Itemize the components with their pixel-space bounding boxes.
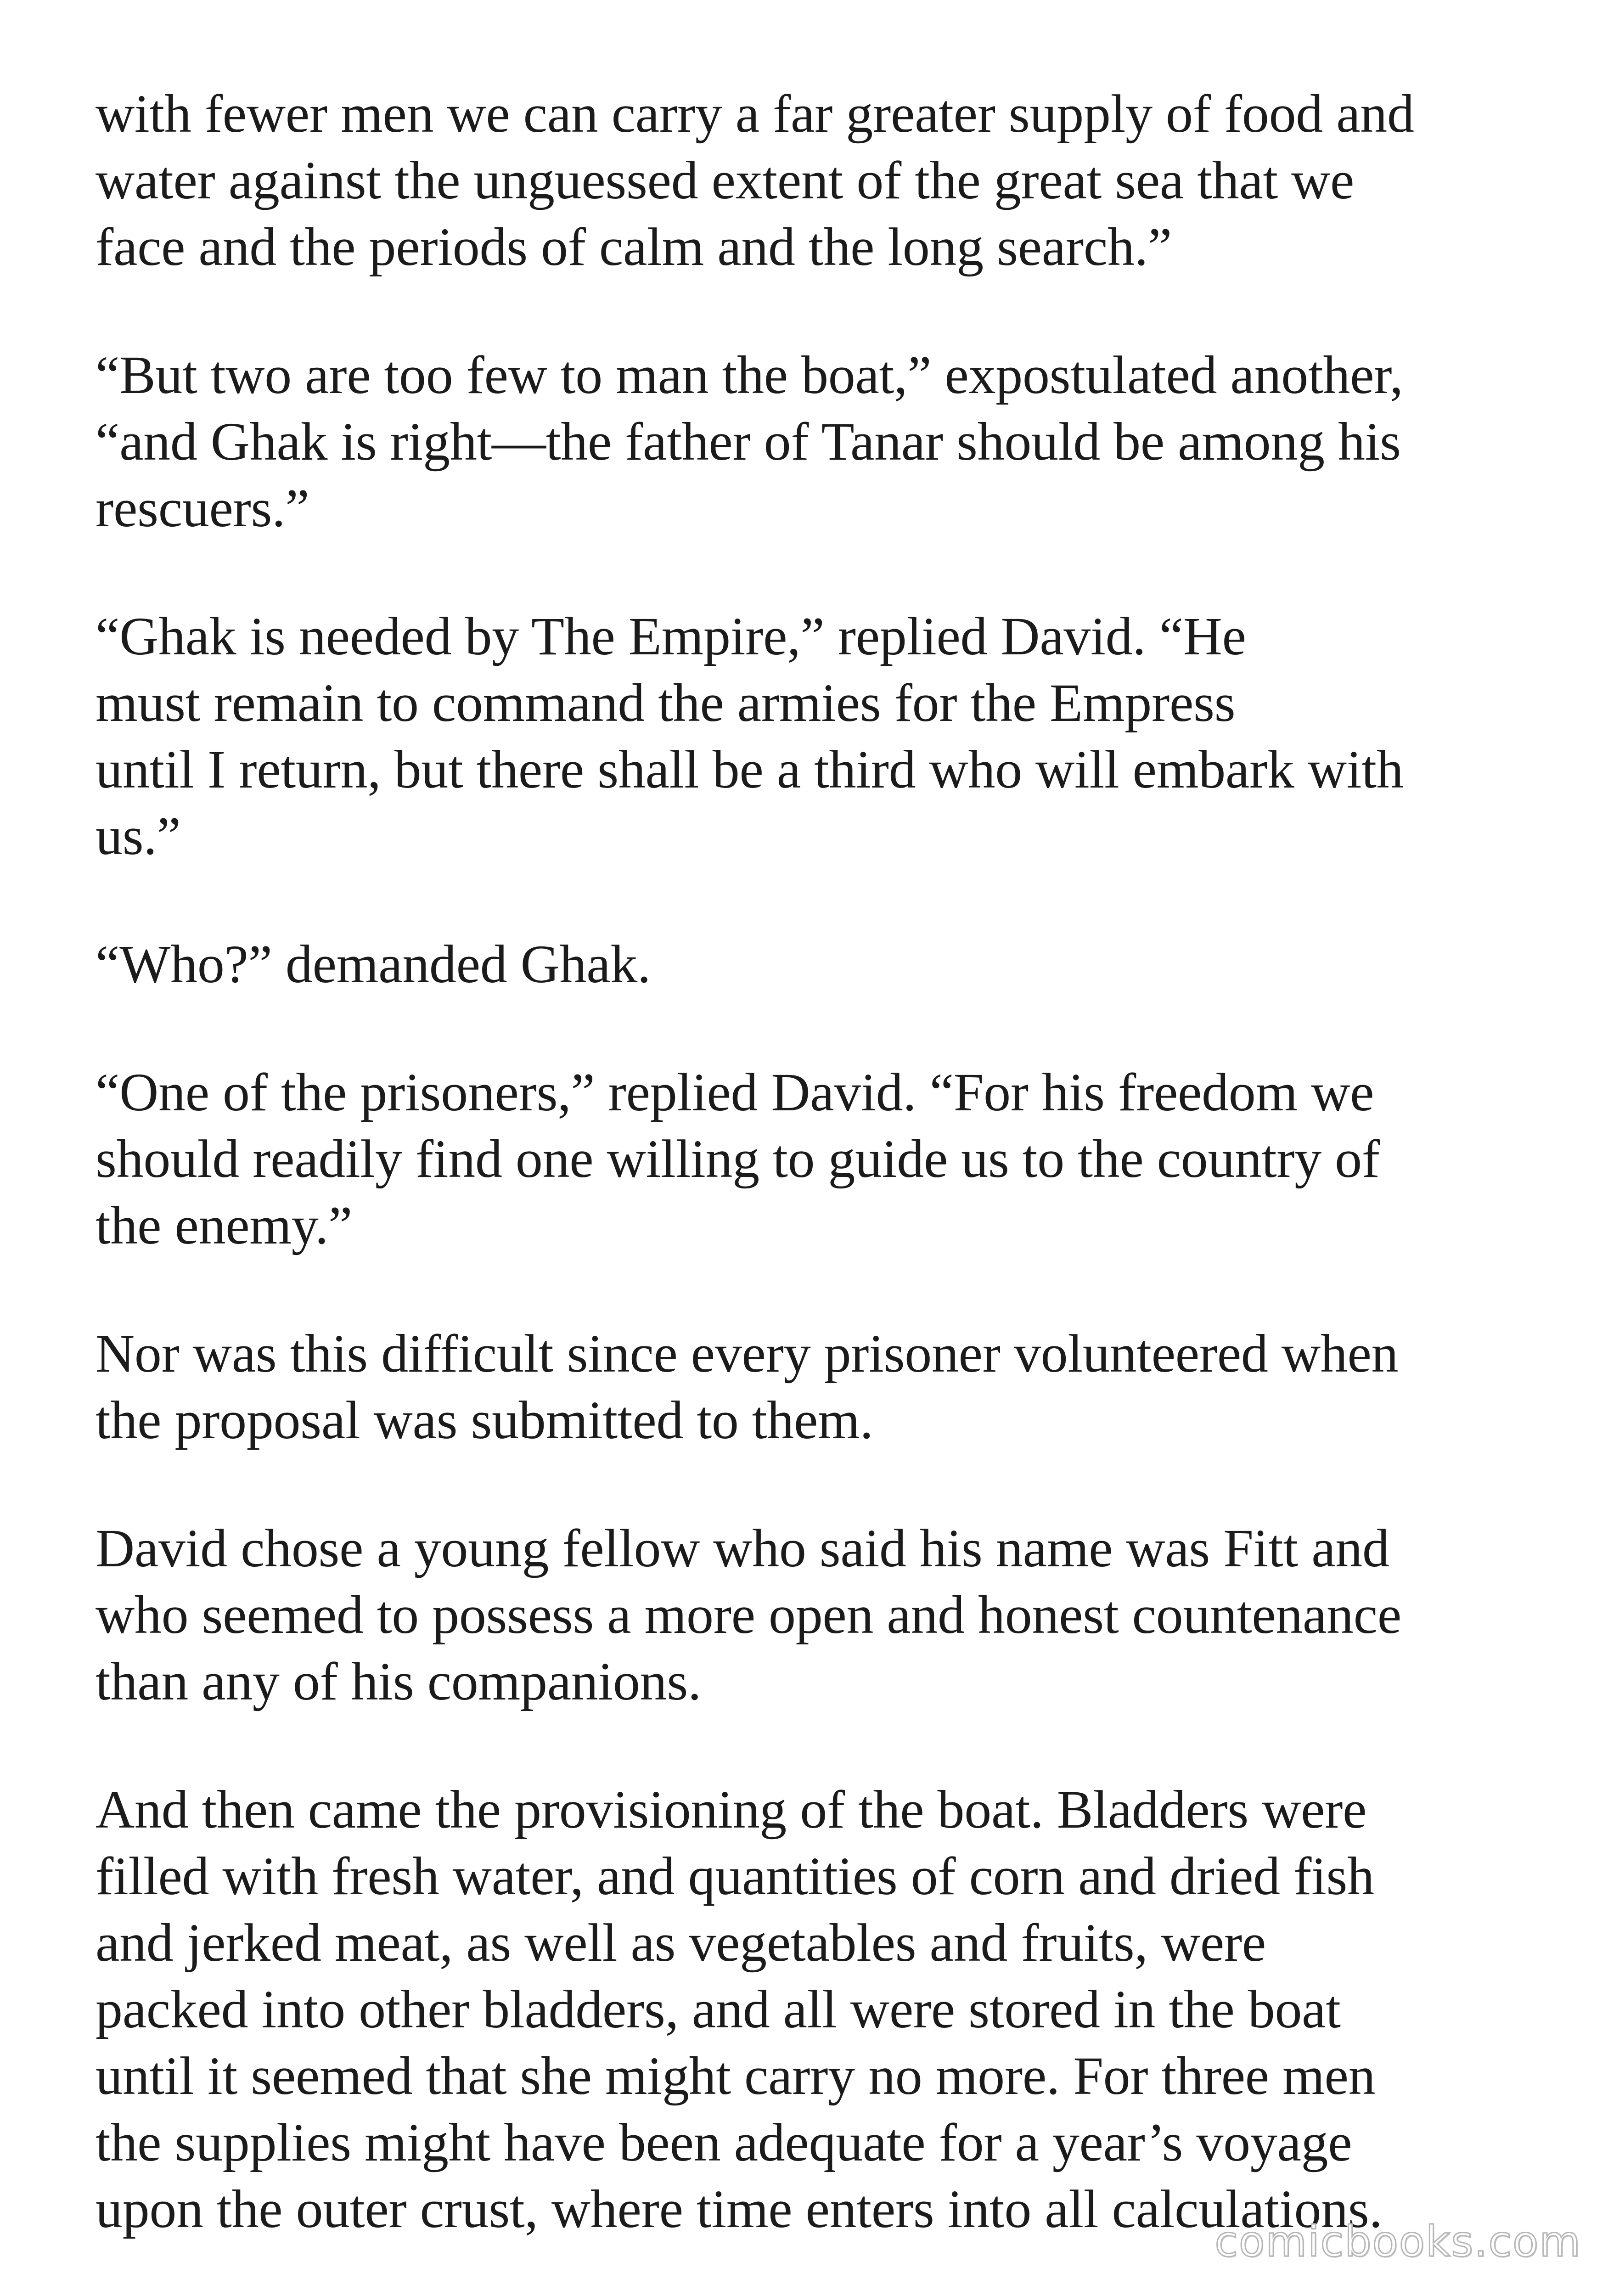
- text-line: must remain to command the armies for the Empress: [96, 673, 1236, 733]
- text-line: us.”: [96, 806, 181, 866]
- text-block: [96, 80, 1542, 2296]
- text-line: the supplies might have been adequate for a year’s voyage: [96, 2112, 1352, 2172]
- text-line: upon the outer crust, where time enters into all calculations.: [96, 2179, 1383, 2239]
- text-line: who seemed to possess a more open and honest countenance: [96, 1585, 1401, 1645]
- watermark: comicbooks.com: [1214, 2217, 1581, 2266]
- paragraph-2: [96, 342, 1542, 541]
- text-line: until it seemed that she might carry no more. For three men: [96, 2046, 1376, 2106]
- paragraph-4: [96, 931, 1542, 997]
- text-line: the proposal was submitted to them.: [96, 1390, 873, 1450]
- text-line: David chose a young fellow who said his name was Fitt and: [96, 1518, 1389, 1578]
- paragraph-6: [96, 1320, 1542, 1453]
- text-line: “One of the prisoners,” replied David. “For his freedom we: [96, 1062, 1374, 1122]
- text-line: Nor was this difficult since every prisoner volunteered when: [96, 1323, 1399, 1384]
- text-line: rescuers.”: [96, 478, 309, 538]
- paragraph-1: [96, 80, 1542, 280]
- text-line: “and Ghak is right—the father of Tanar should be among his: [96, 411, 1401, 472]
- text-line: and jerked meat, as well as vegetables and fruits, were: [96, 1913, 1266, 1973]
- paragraph-8: [96, 1776, 1542, 2242]
- text-line: with fewer men we can carry a far greater supply of food and: [96, 84, 1414, 144]
- text-line: “Who?” demanded Ghak.: [96, 934, 651, 994]
- text-line: water against the unguessed extent of the great sea that we: [96, 150, 1355, 210]
- text-line: until I return, but there shall be a third who will embark with: [96, 739, 1404, 799]
- text-line: “But two are too few to man the boat,” expostulated another,: [96, 345, 1403, 405]
- text-line: filled with fresh water, and quantities of corn and dried fish: [96, 1846, 1374, 1906]
- text-line: face and the periods of calm and the long search.”: [96, 217, 1172, 277]
- text-line: the enemy.”: [96, 1195, 353, 1255]
- paragraph-7: [96, 1515, 1542, 1715]
- text-line: than any of his companions.: [96, 1651, 702, 1711]
- text-line: packed into other bladders, and all were stored in the boat: [96, 1979, 1341, 2039]
- text-line: should readily find one willing to guide us to the country of: [96, 1129, 1380, 1189]
- paragraph-5: [96, 1059, 1542, 1259]
- text-line: “Ghak is needed by The Empire,” replied David. “He: [96, 606, 1246, 666]
- text-line: And then came the provisioning of the boat. Bladders were: [96, 1779, 1367, 1840]
- paragraph-3: [96, 603, 1542, 869]
